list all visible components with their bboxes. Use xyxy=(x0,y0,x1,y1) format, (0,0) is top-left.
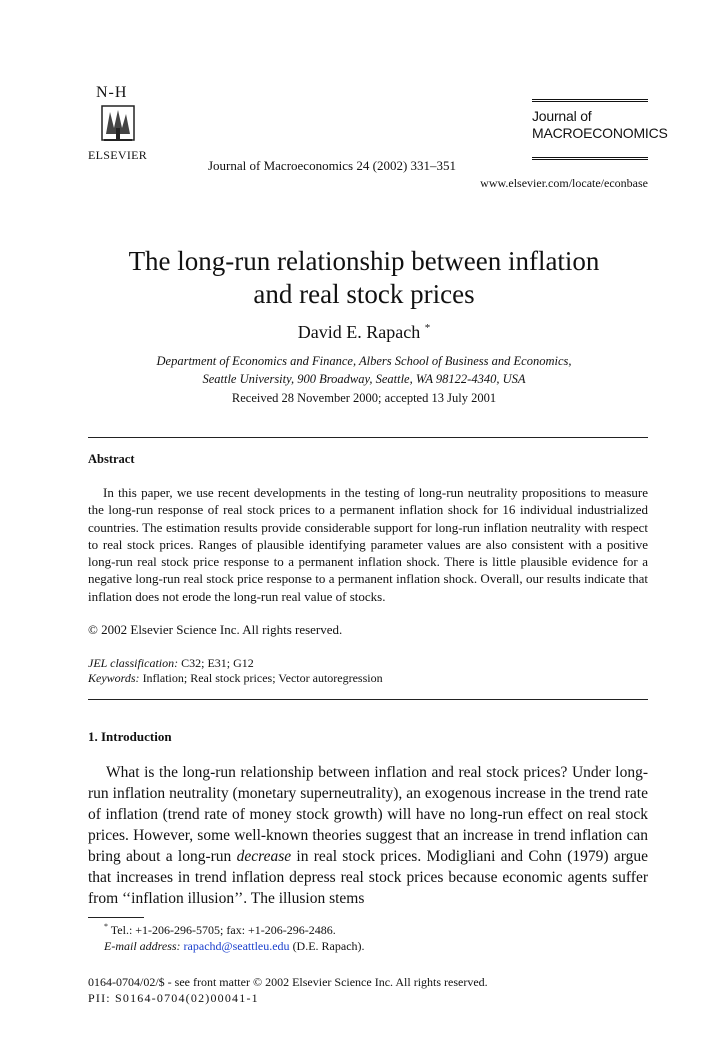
footnote-rule xyxy=(88,917,144,918)
footnote-mark: * xyxy=(104,922,108,931)
affiliation-line-2: Seattle University, 900 Broadway, Seattle, WA 98122-4340, USA xyxy=(202,372,526,386)
brand-rule-top xyxy=(532,99,648,102)
abstract-body xyxy=(88,484,648,605)
intro-paragraph xyxy=(88,762,648,909)
section-heading: 1. Introduction xyxy=(88,729,172,744)
keywords xyxy=(88,671,383,686)
jel-label: JEL classification: xyxy=(88,656,179,670)
abstract-heading: Abstract xyxy=(88,452,135,466)
email-suffix: (D.E. Rapach). xyxy=(289,939,365,953)
title-line-2: and real stock prices xyxy=(253,279,475,309)
journal-brand xyxy=(532,108,668,142)
keywords-label: Keywords: xyxy=(88,671,140,685)
elsevier-tree-icon xyxy=(100,104,136,144)
divider-top xyxy=(88,437,648,438)
intro-text-1: What is the long-run relationship between inflation and real stock prices? Under long-run inflation neutrality (monetary superneutrality), an exogenous increase in the trend rate of inflation (trend rate of money stock growth) will have no long-run effect on real stock prices. However, some well-known theories suggest that an increase in trend inflation can bring about a long-run xyxy=(88,764,648,865)
article-title xyxy=(0,245,728,311)
logo-nh-text: N-H xyxy=(96,84,128,101)
email-link[interactable]: rapachd@seattleu.edu xyxy=(183,939,290,953)
received-dates: Received 28 November 2000; accepted 13 July 2001 xyxy=(231,391,497,405)
elsevier-logo xyxy=(88,84,156,166)
footnote-contact-text: Tel.: +1-206-296-5705; fax: +1-206-296-2486. xyxy=(110,923,336,937)
intro-text-2: in real stock prices. Modigliani and Cohn (1979) argue that increases in trend inflation depress real stock prices because economic agents suffer from ‘‘inflation illusion’’. The illusion stems xyxy=(88,848,648,907)
jel-classification xyxy=(88,656,254,671)
footnote-email xyxy=(104,939,365,954)
intro-emphasis: decrease xyxy=(236,848,292,865)
affiliation-line-1: Department of Economics and Finance, Albers School of Business and Economics, xyxy=(156,354,572,368)
abstract-copyright: © 2002 Elsevier Science Inc. All rights reserved. xyxy=(88,622,343,637)
divider-bottom xyxy=(88,699,648,700)
journal-citation: Journal of Macroeconomics 24 (2002) 331–351 xyxy=(208,158,457,173)
jel-codes: C32; E31; G12 xyxy=(178,656,254,670)
issn-line: 0164-0704/02/$ - see front matter © 2002 Elsevier Science Inc. All rights reserved. xyxy=(88,975,488,989)
journal-url[interactable]: www.elsevier.com/locate/econbase xyxy=(480,176,648,190)
brand-line-1: Journal of xyxy=(532,108,592,124)
title-line-1: The long-run relationship between inflation xyxy=(128,246,600,276)
author-name: David E. Rapach xyxy=(297,322,421,342)
footnote-contact xyxy=(104,922,336,938)
email-label: E-mail address: xyxy=(104,939,181,953)
author xyxy=(0,322,728,343)
brand-rule-bottom xyxy=(532,157,648,160)
keywords-list: Inflation; Real stock prices; Vector autoregression xyxy=(139,671,383,685)
author-footnote-mark[interactable]: * xyxy=(424,322,431,334)
brand-line-2: MACROECONOMICS xyxy=(532,125,668,141)
abstract-text: In this paper, we use recent developments in the testing of long-run neutrality propositions to measure the long-run response of real stock prices to a permanent inflation shock for 16 individual industrialized countries. The estimation results provide considerable support for long-run inflation neutrality with respect to real stock prices. Ranges of plausible identifying parameter values are also consistent with a positive long-run real stock price response to a permanent inflation shock. There is little plausible evidence for a negative long-run real stock price response to a permanent inflation shock. Overall, our results indicate that inflation does not erode the long-run real value of stocks. xyxy=(88,485,648,604)
logo-elsevier-text: ELSEVIER xyxy=(88,148,148,162)
pii-line: PII: S0164-0704(02)00041-1 xyxy=(88,991,259,1005)
affiliation xyxy=(0,352,728,388)
section-body xyxy=(88,762,648,909)
